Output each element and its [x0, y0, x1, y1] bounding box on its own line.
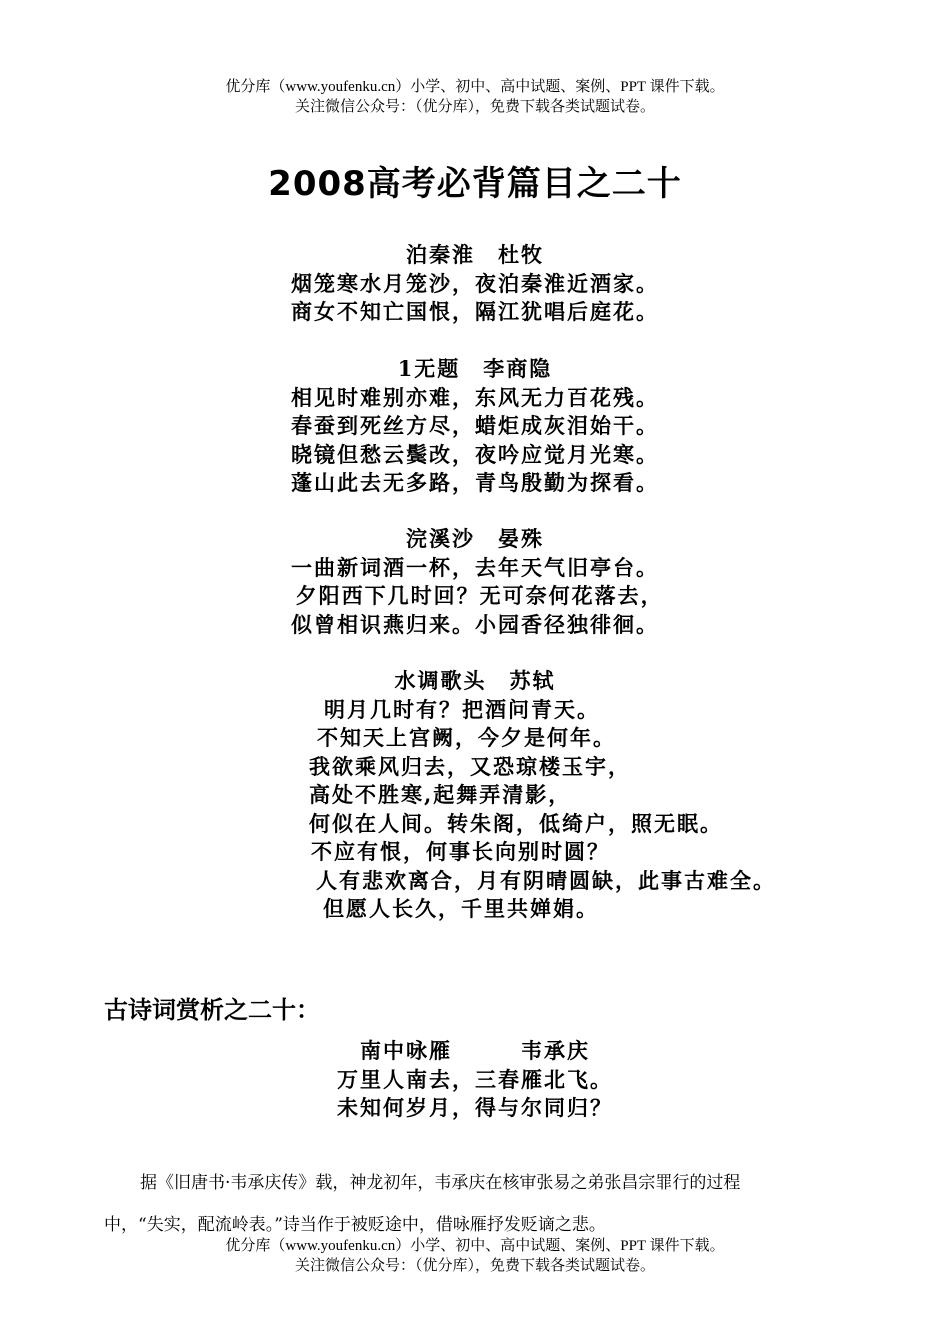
poem-line: 烟笼寒水月笼沙，夜泊秦淮近酒家。 — [291, 270, 659, 296]
poem-line: 蓬山此去无多路，青鸟殷勤为探看。 — [291, 470, 659, 495]
analysis-paragraph-line-1: 据《旧唐书·韦承庆传》载，神龙初年，韦承庆在核审张易之弟张昌宗罪行的过程 — [140, 1173, 741, 1193]
poem-line: 明月几时有？把酒问青天。 — [324, 696, 600, 722]
poem-line: 不知天上宫阙，今夕是何年。 — [317, 725, 616, 750]
page-header — [0, 77, 950, 117]
poem-heading: 浣溪沙 晏殊 — [406, 526, 544, 551]
poem-line: 相见时难别亦难，东风无力百花残。 — [291, 384, 659, 410]
poem-heading: 泊秦淮 杜牧 — [406, 242, 544, 267]
page-footer — [0, 1236, 950, 1276]
poem-bo-qin-huai — [0, 241, 950, 327]
header-line-2: 关注微信公众号：（优分库），免费下载各类试题试卷。 — [294, 99, 655, 115]
footer-line-2: 关注微信公众号：（优分库），免费下载各类试题试卷。 — [294, 1258, 655, 1274]
poem-huan-xi-sha — [0, 525, 950, 639]
poem-wu-ti — [0, 355, 950, 498]
poem-line: 未知何岁月，得与尔同归？ — [337, 1095, 613, 1120]
poem-line: 高处不胜寒,起舞弄清影， — [309, 782, 572, 807]
poem-heading: 南中咏雁 韦承庆 — [360, 1038, 590, 1063]
document-title: 2008高考必背篇目之二十 — [268, 164, 682, 204]
poem-shui-diao-ge-tou — [0, 667, 950, 924]
footer-line-1: 优分库（www.youfenku.cn）小学、初中、高中试题、案例、PPT 课件下载。 — [225, 1238, 725, 1254]
poem-line: 夕阳西下几时回？无可奈何花落去， — [286, 583, 664, 608]
poem-nan-zhong-yong-yan — [0, 1037, 950, 1123]
poem-line: 何似在人间。转朱阁，低绮户，照无眠。 — [309, 810, 723, 836]
poem-heading: 水调歌头 苏轼 — [394, 668, 556, 693]
section-heading: 古诗词赏析之二十： — [104, 996, 320, 1024]
poem-line: 春蚕到死丝方尽，蜡炬成灰泪始干。 — [291, 413, 659, 438]
poem-line: 我欲乘风归去，又恐琼楼玉宇， — [309, 753, 631, 779]
poem-line: 人有悲欢离合，月有阴晴圆缺，此事古难全。 — [316, 867, 776, 893]
poem-line: 一曲新词酒一杯，去年天气旧亭台。 — [291, 554, 659, 580]
poem-line: 晓镜但愁云鬓改，夜吟应觉月光寒。 — [291, 441, 659, 467]
poem-line: 商女不知亡国恨，隔江犹唱后庭花。 — [291, 299, 659, 324]
poem-line: 似曾相识燕归来。小园香径独徘徊。 — [291, 611, 659, 637]
poem-line: 不应有恨，何事长向别时圆？ — [311, 839, 610, 864]
poem-line: 但愿人长久，千里共婵娟。 — [323, 896, 599, 921]
analysis-paragraph-line-2: 中，“失实，配流岭表。”诗当作于被贬途中，借咏雁抒发贬谪之悲。 — [104, 1215, 606, 1235]
header-line-1: 优分库（www.youfenku.cn）小学、初中、高中试题、案例、PPT 课件下载。 — [225, 79, 725, 95]
poem-heading: 1无题 李商隐 — [397, 356, 553, 381]
poem-line: 万里人南去，三春雁北飞。 — [337, 1066, 613, 1092]
